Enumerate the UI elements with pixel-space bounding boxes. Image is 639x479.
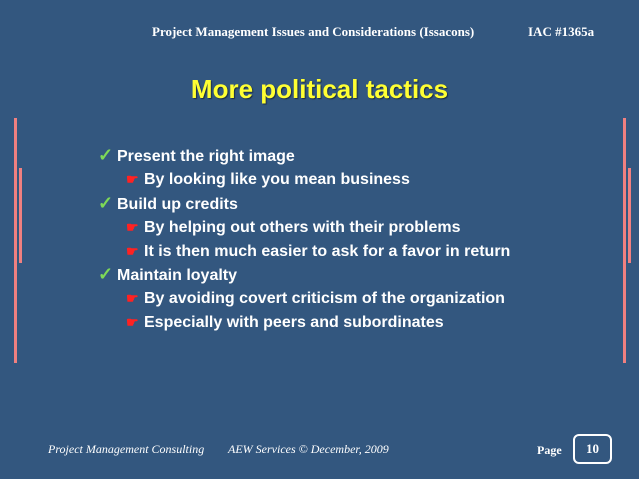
sub-bullet-text: By helping out others with their problems <box>144 218 461 236</box>
pointing-hand-icon: ☛ <box>126 290 139 307</box>
sub-bullet-item <box>98 311 510 335</box>
check-icon: ✓ <box>98 264 114 285</box>
sub-bullet-item <box>98 287 510 311</box>
left-accent-bar <box>14 118 17 363</box>
sub-bullet-item <box>98 168 510 192</box>
check-icon: ✓ <box>98 192 114 213</box>
bullet-text: Maintain loyalty <box>117 267 238 285</box>
right-accent-bar <box>623 118 626 363</box>
pointing-hand-icon: ☛ <box>126 242 139 259</box>
footer-company: Project Management Consulting <box>48 442 205 456</box>
header-code: IAC #1365a <box>528 24 595 39</box>
footer-copyright: AEW Services © December, 2009 <box>228 442 389 456</box>
pointing-hand-icon: ☛ <box>126 218 139 235</box>
bullet-item <box>98 192 510 216</box>
pointing-hand-icon: ☛ <box>126 170 139 187</box>
slide-title: More political tactics <box>190 74 449 104</box>
sub-bullet-text: It is then much easier to ask for a favor in return <box>144 242 511 260</box>
page-label: Page <box>537 443 562 457</box>
check-icon: ✓ <box>98 145 114 165</box>
bullet-item <box>98 144 510 168</box>
pointing-hand-icon: ☛ <box>126 314 139 331</box>
right-accent-bar-inner <box>628 168 631 263</box>
sub-bullet-text: By looking like you mean business <box>144 170 410 188</box>
page-number: 10 <box>573 434 612 464</box>
bullet-list <box>98 144 510 335</box>
bullet-item <box>98 263 510 287</box>
bullet-text: Present the right image <box>117 148 295 165</box>
bullet-text: Build up credits <box>117 195 238 213</box>
header-title: Project Management Issues and Considerations (Issacons) <box>152 24 475 39</box>
sub-bullet-text: By avoiding covert criticism of the organization <box>144 290 505 308</box>
sub-bullet-item <box>98 216 510 240</box>
left-accent-bar-inner <box>19 168 22 263</box>
sub-bullet-item <box>98 240 510 264</box>
sub-bullet-text: Especially with peers and subordinates <box>144 314 444 332</box>
